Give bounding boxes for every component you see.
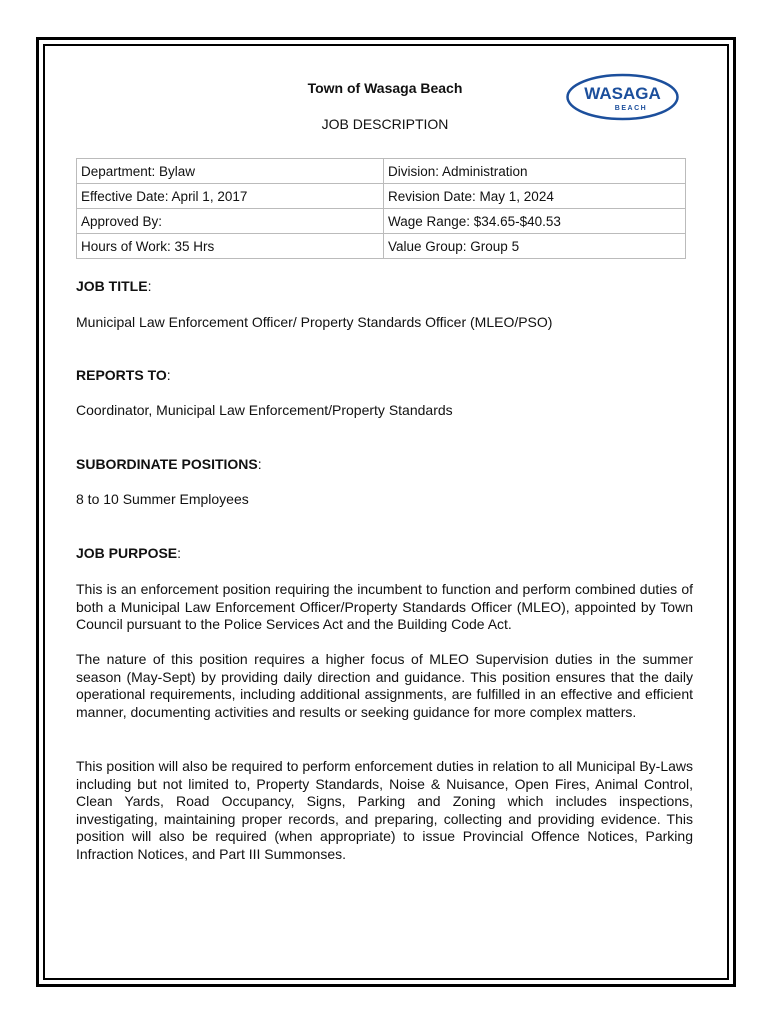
table-row — [77, 209, 686, 234]
approved-by-cell: Approved By: — [77, 209, 384, 234]
table-row — [77, 184, 686, 209]
job-purpose-paragraph-3: This position will also be required to perform enforcement duties in relation to all Municipal By-Laws including but not limited to, Property Standards, Noise & Nuisance, Open Fires, Animal Control, Clean Yards, Road Occupancy, Signs, Parking and Zoning which includes inspections, investigating, maintaining proper records, and preparing, collecting and providing evidence. This position will also be required (when appropriate) to issue Provincial Offence Notices, Parking Infraction Notices, and Part III Summonses. — [76, 758, 693, 862]
job-title-heading-text: JOB TITLE — [76, 278, 148, 294]
subordinate-positions-heading: SUBORDINATE POSITIONS: — [76, 456, 262, 472]
reports-to-heading: REPORTS TO: — [76, 367, 171, 383]
reports-to-heading-text: REPORTS TO — [76, 367, 167, 383]
job-purpose-paragraph-2: The nature of this position requires a higher focus of MLEO Supervision duties in the summer season (May-Sept) by providing daily direction and guidance. This position ensures that the daily operational requirements, including additional assignments, are fulfilled in an effective and efficient manner, documenting activities and results or seeking guidance for more complex matters. — [76, 651, 693, 720]
value-group-cell: Value Group: Group 5 — [384, 234, 686, 259]
effective-date-cell: Effective Date: April 1, 2017 — [77, 184, 384, 209]
table-row — [77, 159, 686, 184]
logo-subtext: BEACH — [614, 105, 648, 112]
hours-of-work-cell: Hours of Work: 35 Hrs — [77, 234, 384, 259]
subordinate-positions-text: 8 to 10 Summer Employees — [76, 491, 249, 507]
reports-to-text: Coordinator, Municipal Law Enforcement/Property Standards — [76, 402, 453, 418]
department-cell: Department: Bylaw — [77, 159, 384, 184]
table-row — [77, 234, 686, 259]
job-purpose-heading-text: JOB PURPOSE — [76, 545, 178, 561]
subordinate-heading-text: SUBORDINATE POSITIONS — [76, 456, 258, 472]
job-purpose-heading: JOB PURPOSE: — [76, 545, 182, 561]
revision-date-cell: Revision Date: May 1, 2024 — [384, 184, 686, 209]
division-cell: Division: Administration — [384, 159, 686, 184]
job-info-table — [76, 158, 686, 259]
wage-range-cell: Wage Range: $34.65-$40.53 — [384, 209, 686, 234]
document-subtitle: JOB DESCRIPTION — [321, 116, 449, 132]
job-title-text: Municipal Law Enforcement Officer/ Property Standards Officer (MLEO/PSO) — [76, 314, 553, 330]
job-title-heading: JOB TITLE: — [76, 278, 152, 294]
document-title: Town of Wasaga Beach — [307, 80, 463, 96]
logo-text: WASAGA — [584, 84, 661, 103]
job-purpose-paragraph-1: This is an enforcement position requiring the incumbent to function and perform combined duties of both a Municipal Law Enforcement Officer/Property Standards Officer (MLEO), appointed by Town Council pursuant to the Police Services Act and the Building Code Act. — [76, 581, 693, 632]
wasaga-beach-logo — [565, 72, 680, 122]
